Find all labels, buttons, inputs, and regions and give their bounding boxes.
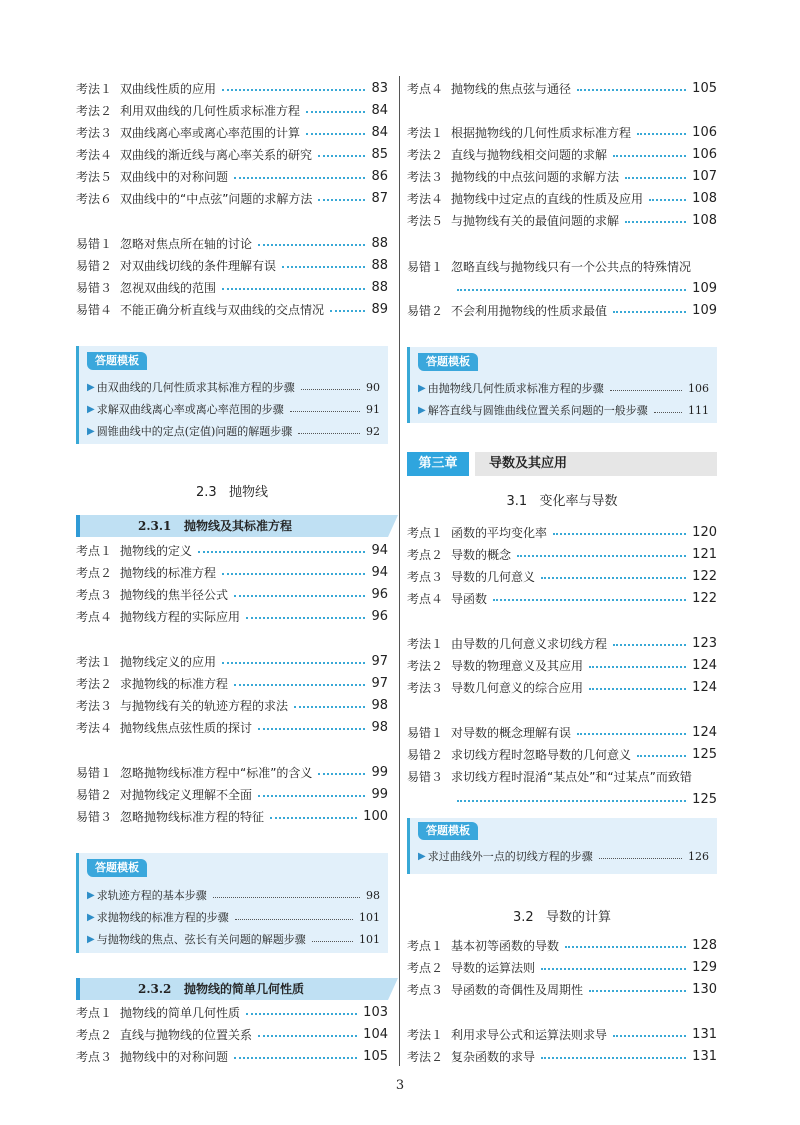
triangle-right-icon: ▶: [87, 889, 95, 901]
toc-entry[interactable]: [407, 78, 717, 98]
toc-entry[interactable]: [76, 673, 388, 693]
entry-title: 忽视双曲线的范围: [120, 280, 217, 295]
toc-entry[interactable]: [76, 1002, 388, 1022]
entry-page: 106: [692, 124, 717, 140]
entry-label: 考法３: [76, 698, 113, 713]
entry-page: 100: [363, 808, 388, 824]
page-number: 3: [395, 1078, 405, 1093]
entry-page: 96: [371, 586, 388, 602]
entry-page: 129: [692, 959, 717, 975]
template-item[interactable]: [87, 908, 380, 926]
entry-page: 131: [692, 1048, 717, 1064]
entry-title: 抛物线的焦点弦与通径: [451, 81, 572, 96]
section-name: 变化率与导数: [539, 494, 618, 509]
entry-page: 124: [692, 724, 717, 740]
entry-page: 99: [371, 786, 388, 802]
template-item-page: 91: [366, 402, 380, 416]
entry-title: 双曲线中的对称问题: [120, 169, 229, 184]
template-item-title: 圆锥曲线中的定点(定值)问题的解题步骤: [96, 425, 293, 438]
entry-page: 106: [692, 146, 717, 162]
entry-label: 易错３: [76, 280, 113, 295]
toc-entry[interactable]: [76, 606, 388, 626]
entry-title: 利用双曲线的几何性质求标准方程: [120, 103, 301, 118]
entry-title: 导函数的奇偶性及周期性: [451, 982, 584, 997]
entry-title: 抛物线的焦半径公式: [120, 587, 229, 602]
toc-entry[interactable]: [76, 540, 388, 560]
entry-label: 考法４: [76, 720, 113, 735]
entry-title: 求切线方程时混淆“某点处”和“过某点”而致错: [451, 769, 692, 784]
entry-title: 根据抛物线的几何性质求标准方程: [451, 125, 632, 140]
entry-title: 抛物线的定义: [120, 543, 193, 558]
entry-page: 83: [371, 80, 388, 96]
entry-label: 考点４: [76, 609, 113, 624]
entry-title: 求切线方程时忽略导数的几何意义: [451, 747, 632, 762]
triangle-right-icon: ▶: [87, 425, 95, 437]
entry-title: 复杂函数的求导: [451, 1049, 536, 1064]
toc-entry[interactable]: [407, 677, 717, 697]
toc-entry[interactable]: [76, 144, 388, 164]
subsection-number: 2.3.2: [138, 982, 172, 996]
entry-label: 考法２: [76, 103, 113, 118]
toc-entry[interactable]: [76, 188, 388, 208]
entry-title: 双曲线性质的应用: [120, 81, 217, 96]
entry-page: 97: [371, 653, 388, 669]
entry-title: 抛物线中过定点的直线的性质及应用: [451, 191, 644, 206]
toc-entry[interactable]: [407, 210, 717, 230]
entry-page: 108: [692, 190, 717, 206]
template-item-title: 与抛物线的焦点、弦长有关问题的解题步骤: [96, 933, 306, 946]
entry-label: 考点４: [407, 591, 444, 606]
template-item-page: 98: [366, 888, 380, 902]
entry-label: 考法１: [407, 125, 444, 140]
chapter-heading[interactable]: [407, 452, 717, 476]
template-item[interactable]: [87, 930, 380, 948]
entry-title: 抛物线焦点弦性质的探讨: [120, 720, 253, 735]
template-item-page: 101: [359, 910, 380, 924]
toc-entry[interactable]: [407, 722, 717, 742]
entry-title: 抛物线定义的应用: [120, 654, 217, 669]
entry-title: 导数的几何意义: [451, 569, 536, 584]
entry-label: 考法５: [76, 169, 113, 184]
toc-entry[interactable]: [407, 588, 717, 608]
entry-page: 88: [371, 257, 388, 273]
entry-page: 99: [371, 764, 388, 780]
entry-label: 考点１: [76, 1005, 113, 1020]
entry-page: 128: [692, 937, 717, 953]
triangle-right-icon: ▶: [418, 382, 426, 394]
toc-entry[interactable]: [76, 233, 388, 253]
answer-template-box: [407, 818, 717, 874]
entry-label: 易错２: [407, 747, 444, 762]
entry-label: 考法４: [407, 191, 444, 206]
subsection-name: 抛物线的简单几何性质: [183, 982, 304, 996]
toc-entry[interactable]: [76, 1046, 388, 1066]
entry-page: 103: [363, 1004, 388, 1020]
toc-entry[interactable]: [76, 299, 388, 319]
entry-label: 考法１: [76, 654, 113, 669]
entry-label: 易错１: [76, 236, 113, 251]
entry-label: 考法３: [407, 680, 444, 695]
entry-page: 121: [692, 546, 717, 562]
toc-entry-multiline[interactable]: [407, 766, 717, 786]
entry-title: 双曲线离心率或离心率范围的计算: [120, 125, 301, 140]
chapter-tag: 第三章: [407, 452, 469, 476]
template-item-title: 求轨迹方程的基本步骤: [96, 889, 207, 902]
column-divider: [399, 76, 400, 1066]
entry-page: 124: [692, 679, 717, 695]
entry-label: 考点３: [76, 587, 113, 602]
template-item[interactable]: [87, 886, 380, 904]
entry-label: 考点２: [76, 565, 113, 580]
entry-label: 易错１: [407, 725, 444, 740]
toc-entry-continuation[interactable]: [407, 278, 717, 298]
template-item-title: 由抛物线几何性质求标准方程的步骤: [427, 382, 604, 395]
entry-page: 88: [371, 279, 388, 295]
entry-title: 导数的运算法则: [451, 960, 536, 975]
subsection-name: 抛物线及其标准方程: [183, 519, 292, 533]
entry-page: 122: [692, 568, 717, 584]
entry-title: 抛物线的简单几何性质: [120, 1005, 241, 1020]
answer-template-heading: 答题模板: [418, 353, 478, 371]
section-number: 3.1: [506, 494, 528, 509]
entry-title: 抛物线中的对称问题: [120, 1049, 229, 1064]
entry-page: 97: [371, 675, 388, 691]
toc-entry[interactable]: [407, 188, 717, 208]
toc-entry[interactable]: [407, 522, 717, 542]
toc-entry[interactable]: [407, 122, 717, 142]
entry-page: 85: [371, 146, 388, 162]
entry-title: 利用求导公式和运算法则求导: [451, 1027, 608, 1042]
entry-label: 考法２: [76, 676, 113, 691]
entry-label: 易错２: [407, 303, 444, 318]
entry-label: 考点２: [76, 1027, 113, 1042]
entry-page: 131: [692, 1026, 717, 1042]
entry-label: 考法２: [407, 658, 444, 673]
answer-template-box: [76, 853, 388, 953]
entry-title: 抛物线方程的实际应用: [120, 609, 241, 624]
template-item[interactable]: [418, 379, 709, 397]
entry-title: 直线与抛物线相交问题的求解: [451, 147, 608, 162]
entry-label: 考点１: [407, 525, 444, 540]
entry-label: 考法１: [407, 1027, 444, 1042]
toc-entry[interactable]: [76, 277, 388, 297]
entry-page: 105: [692, 80, 717, 96]
entry-label: 考点２: [407, 547, 444, 562]
toc-entry[interactable]: [407, 144, 717, 164]
entry-title: 基本初等函数的导数: [451, 938, 560, 953]
entry-label: 易错３: [407, 769, 444, 784]
template-item-title: 由双曲线的几何性质求其标准方程的步骤: [96, 381, 295, 394]
template-item-page: 101: [359, 932, 380, 946]
entry-label: 易错４: [76, 302, 113, 317]
entry-page: 108: [692, 212, 717, 228]
entry-page: 96: [371, 608, 388, 624]
template-item-title: 求解双曲线离心率或离心率范围的步骤: [96, 403, 284, 416]
entry-label: 易错３: [76, 809, 113, 824]
entry-page: 125: [692, 791, 717, 807]
toc-entry[interactable]: [407, 300, 717, 320]
toc-entry[interactable]: [407, 1024, 717, 1044]
entry-page: 98: [371, 719, 388, 735]
section-number: 2.3: [195, 485, 217, 500]
template-item-page: 126: [688, 849, 709, 863]
entry-title: 忽略抛物线标准方程的特征: [120, 809, 265, 824]
entry-label: 易错１: [407, 259, 444, 274]
entry-page: 105: [363, 1048, 388, 1064]
entry-page: 120: [692, 524, 717, 540]
subsection-band[interactable]: [76, 978, 388, 1000]
toc-entry[interactable]: [76, 100, 388, 120]
entry-label: 考法４: [76, 147, 113, 162]
toc-entry[interactable]: [407, 1046, 717, 1066]
toc-entry[interactable]: [407, 633, 717, 653]
answer-template-heading: 答题模板: [87, 352, 147, 370]
entry-title: 导数的物理意义及其应用: [451, 658, 584, 673]
template-item-title: 求过曲线外一点的切线方程的步骤: [427, 850, 593, 863]
chapter-name: 导数及其应用: [475, 452, 717, 476]
entry-page: 94: [371, 564, 388, 580]
section-name: 导数的计算: [546, 910, 612, 925]
entry-page: 123: [692, 635, 717, 651]
template-item[interactable]: [87, 378, 380, 396]
entry-title: 不能正确分析直线与双曲线的交点情况: [120, 302, 325, 317]
entry-label: 考点１: [407, 938, 444, 953]
entry-page: 104: [363, 1026, 388, 1042]
template-item[interactable]: [418, 847, 709, 865]
toc-entry[interactable]: [76, 1024, 388, 1044]
toc-entry[interactable]: [76, 651, 388, 671]
entry-page: 84: [371, 124, 388, 140]
entry-page: 87: [371, 190, 388, 206]
entry-label: 考法２: [407, 147, 444, 162]
section-title[interactable]: [76, 481, 388, 500]
triangle-right-icon: ▶: [418, 404, 426, 416]
entry-page: 122: [692, 590, 717, 606]
toc-entry[interactable]: [407, 655, 717, 675]
section-title[interactable]: [407, 906, 717, 925]
entry-label: 考点１: [76, 543, 113, 558]
answer-template-heading: 答题模板: [87, 859, 147, 877]
entry-page: 109: [692, 302, 717, 318]
template-item-page: 111: [688, 403, 709, 417]
toc-entry[interactable]: [76, 562, 388, 582]
section-name: 抛物线: [229, 485, 269, 500]
entry-title: 对抛物线定义理解不全面: [120, 787, 253, 802]
toc-entry[interactable]: [76, 122, 388, 142]
toc-entry[interactable]: [407, 544, 717, 564]
toc-entry[interactable]: [76, 78, 388, 98]
template-item-title: 解答直线与圆锥曲线位置关系问题的一般步骤: [427, 404, 648, 417]
template-item-page: 90: [366, 380, 380, 394]
template-item-page: 92: [366, 424, 380, 438]
entry-label: 考点３: [407, 982, 444, 997]
entry-page: 94: [371, 542, 388, 558]
entry-label: 考法１: [407, 636, 444, 651]
answer-template-box: [76, 346, 388, 444]
entry-title: 忽略对焦点所在轴的讨论: [120, 236, 253, 251]
toc-entry[interactable]: [407, 744, 717, 764]
toc-entry[interactable]: [76, 584, 388, 604]
toc-entry[interactable]: [76, 255, 388, 275]
entry-label: 考法２: [407, 1049, 444, 1064]
toc-entry-continuation[interactable]: [407, 789, 717, 809]
entry-page: 109: [692, 280, 717, 296]
triangle-right-icon: ▶: [87, 381, 95, 393]
toc-entry[interactable]: [407, 957, 717, 977]
entry-label: 易错１: [76, 765, 113, 780]
entry-page: 125: [692, 746, 717, 762]
toc-entry[interactable]: [76, 762, 388, 782]
entry-title: 对导数的概念理解有误: [451, 725, 572, 740]
template-item[interactable]: [87, 400, 380, 418]
toc-entry[interactable]: [76, 784, 388, 804]
entry-page: 89: [371, 301, 388, 317]
triangle-right-icon: ▶: [87, 403, 95, 415]
entry-label: 考点４: [407, 81, 444, 96]
entry-title: 导函数: [451, 591, 488, 606]
entry-title: 抛物线的标准方程: [120, 565, 217, 580]
toc-entry[interactable]: [76, 695, 388, 715]
entry-title: 函数的平均变化率: [451, 525, 548, 540]
entry-label: 考点３: [76, 1049, 113, 1064]
entry-title: 不会利用抛物线的性质求最值: [451, 303, 608, 318]
template-item-title: 求抛物线的标准方程的步骤: [96, 911, 229, 924]
entry-label: 易错２: [76, 787, 113, 802]
toc-entry[interactable]: [407, 566, 717, 586]
toc-entry[interactable]: [76, 806, 388, 826]
triangle-right-icon: ▶: [418, 850, 426, 862]
entry-label: 考法３: [76, 125, 113, 140]
entry-page: 124: [692, 657, 717, 673]
entry-title: 导数几何意义的综合应用: [451, 680, 584, 695]
answer-template-heading: 答题模板: [418, 822, 478, 840]
template-item[interactable]: [87, 422, 380, 440]
entry-label: 考法３: [407, 169, 444, 184]
entry-label: 考点２: [407, 960, 444, 975]
entry-title: 对双曲线切线的条件理解有误: [120, 258, 277, 273]
entry-title: 导数的概念: [451, 547, 512, 562]
entry-label: 考点３: [407, 569, 444, 584]
triangle-right-icon: ▶: [87, 933, 95, 945]
entry-page: 98: [371, 697, 388, 713]
subsection-band[interactable]: [76, 515, 388, 537]
triangle-right-icon: ▶: [87, 911, 95, 923]
toc-entry[interactable]: [407, 166, 717, 186]
toc-entry[interactable]: [76, 166, 388, 186]
entry-title: 由导数的几何意义求切线方程: [451, 636, 608, 651]
entry-label: 考法１: [76, 81, 113, 96]
entry-page: 88: [371, 235, 388, 251]
toc-entry[interactable]: [407, 935, 717, 955]
entry-label: 考法６: [76, 191, 113, 206]
entry-title: 与抛物线有关的最值问题的求解: [451, 213, 620, 228]
entry-title: 直线与抛物线的位置关系: [120, 1027, 253, 1042]
entry-title: 忽略抛物线标准方程中“标准”的含义: [120, 765, 313, 780]
subsection-number: 2.3.1: [138, 519, 172, 533]
section-title[interactable]: [407, 490, 717, 509]
template-item[interactable]: [418, 401, 709, 419]
entry-title: 双曲线中的“中点弦”问题的求解方法: [120, 191, 313, 206]
section-number: 3.2: [512, 910, 534, 925]
toc-entry-multiline[interactable]: [407, 256, 717, 276]
entry-title: 抛物线的中点弦问题的求解方法: [451, 169, 620, 184]
toc-entry[interactable]: [407, 979, 717, 999]
entry-title: 与抛物线有关的轨迹方程的求法: [120, 698, 289, 713]
toc-entry[interactable]: [76, 717, 388, 737]
template-item-page: 106: [688, 381, 709, 395]
entry-title: 双曲线的渐近线与离心率关系的研究: [120, 147, 313, 162]
entry-page: 84: [371, 102, 388, 118]
entry-title: 忽略直线与抛物线只有一个公共点的特殊情况: [451, 259, 692, 274]
entry-title: 求抛物线的标准方程: [120, 676, 229, 691]
answer-template-box: [407, 347, 717, 423]
entry-page: 86: [371, 168, 388, 184]
entry-label: 考法５: [407, 213, 444, 228]
entry-page: 107: [692, 168, 717, 184]
entry-label: 易错２: [76, 258, 113, 273]
entry-page: 130: [692, 981, 717, 997]
